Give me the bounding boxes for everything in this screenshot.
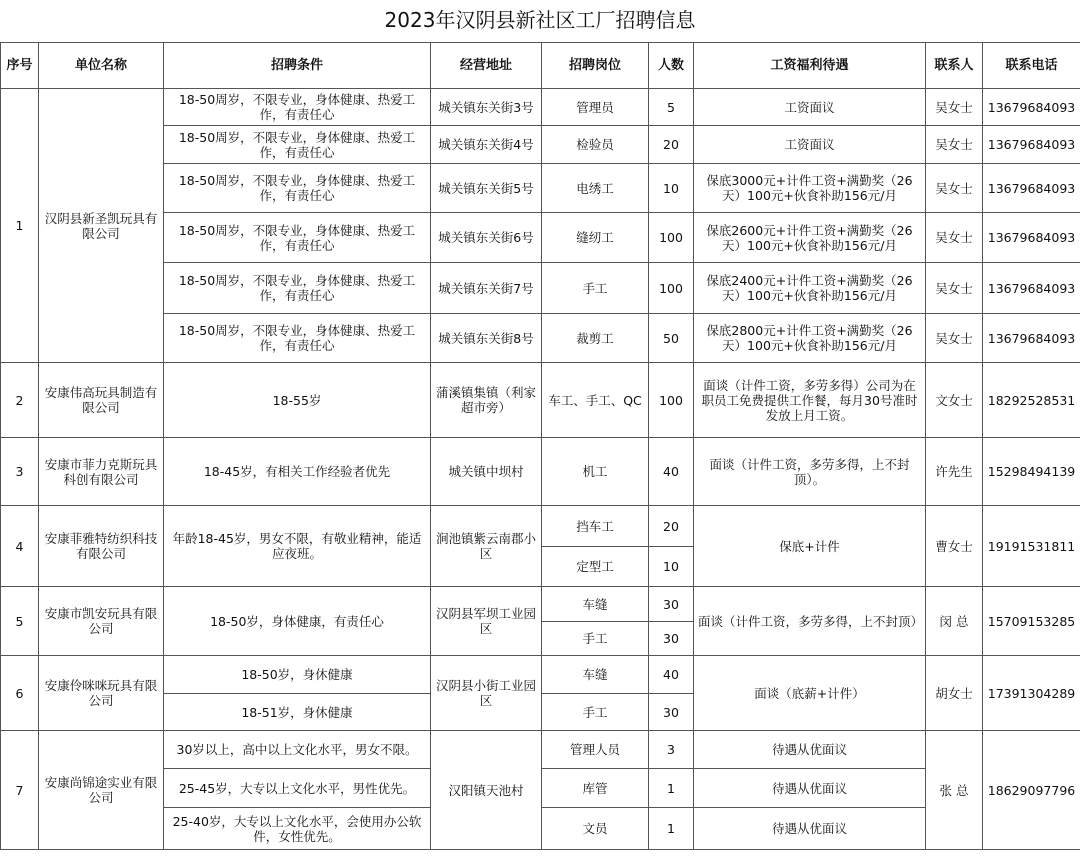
count-cell: 5 bbox=[649, 89, 694, 126]
phone-cell: 15709153285 bbox=[983, 587, 1080, 656]
table-header-row bbox=[1, 43, 1080, 89]
header-company: 单位名称 bbox=[39, 43, 164, 89]
position-cell: 车缝 bbox=[542, 656, 649, 694]
position-cell: 管理员 bbox=[542, 89, 649, 126]
header-salary: 工资福利待遇 bbox=[694, 43, 926, 89]
page-title: 2023年汉阴县新社区工厂招聘信息 bbox=[384, 8, 696, 32]
position-cell: 挡车工 bbox=[542, 506, 649, 547]
salary-cell: 面谈（底薪+计件） bbox=[694, 656, 926, 731]
position-cell: 缝纫工 bbox=[542, 213, 649, 263]
phone-cell: 18629097796 bbox=[983, 731, 1080, 850]
position-cell: 手工 bbox=[542, 694, 649, 731]
salary-cell: 待遇从优面议 bbox=[694, 769, 926, 808]
table-row bbox=[1, 656, 1080, 694]
contact-cell: 张 总 bbox=[926, 731, 983, 850]
salary-cell: 待遇从优面议 bbox=[694, 808, 926, 850]
phone-cell: 15298494139 bbox=[983, 438, 1080, 506]
address-cell: 城关镇东关街3号 bbox=[431, 89, 542, 126]
count-cell: 40 bbox=[649, 438, 694, 506]
address-cell: 汉阴县小街工业园区 bbox=[431, 656, 542, 731]
header-seq: 序号 bbox=[1, 43, 39, 89]
phone-cell: 19191531811 bbox=[983, 506, 1080, 587]
count-cell: 100 bbox=[649, 263, 694, 314]
count-cell: 50 bbox=[649, 314, 694, 363]
requirement-cell: 18-45岁，有相关工作经验者优先 bbox=[164, 438, 431, 506]
position-cell: 手工 bbox=[542, 263, 649, 314]
contact-cell: 闵 总 bbox=[926, 587, 983, 656]
salary-cell: 工资面议 bbox=[694, 126, 926, 164]
company-cell: 安康伶咪咪玩具有限公司 bbox=[39, 656, 164, 731]
salary-cell: 待遇从优面议 bbox=[694, 731, 926, 769]
requirement-cell: 18-50周岁，不限专业，身体健康、热爱工作，有责任心 bbox=[164, 164, 431, 213]
table-row bbox=[1, 587, 1080, 622]
count-cell: 100 bbox=[649, 363, 694, 438]
seq-cell: 4 bbox=[1, 506, 39, 587]
header-position: 招聘岗位 bbox=[542, 43, 649, 89]
phone-cell: 13679684093 bbox=[983, 213, 1080, 263]
position-cell: 裁剪工 bbox=[542, 314, 649, 363]
position-cell: 库管 bbox=[542, 769, 649, 808]
salary-cell: 保底2600元+计件工资+满勤奖（26天）100元+伙食补助156元/月 bbox=[694, 213, 926, 263]
requirement-cell: 18-50周岁，不限专业，身体健康、热爱工作，有责任心 bbox=[164, 314, 431, 363]
company-cell: 安康市菲力克斯玩具科创有限公司 bbox=[39, 438, 164, 506]
count-cell: 30 bbox=[649, 694, 694, 731]
requirement-cell: 年龄18-45岁，男女不限，有敬业精神，能适应夜班。 bbox=[164, 506, 431, 587]
header-contact: 联系人 bbox=[926, 43, 983, 89]
seq-cell: 7 bbox=[1, 731, 39, 850]
position-cell: 车缝 bbox=[542, 587, 649, 622]
address-cell: 城关镇东关街8号 bbox=[431, 314, 542, 363]
position-cell: 电绣工 bbox=[542, 164, 649, 213]
phone-cell: 13679684093 bbox=[983, 164, 1080, 213]
company-cell: 安康菲雅特纺织科技有限公司 bbox=[39, 506, 164, 587]
contact-cell: 吴女士 bbox=[926, 213, 983, 263]
recruitment-table bbox=[0, 42, 1080, 850]
salary-cell: 面谈（计件工资，多劳多得，上不封顶）。 bbox=[694, 438, 926, 506]
salary-cell: 面谈（计件工资，多劳多得，上不封顶） bbox=[694, 587, 926, 656]
address-cell: 城关镇东关街4号 bbox=[431, 126, 542, 164]
table-row bbox=[1, 363, 1080, 438]
position-cell: 车工、手工、QC bbox=[542, 363, 649, 438]
position-cell: 手工 bbox=[542, 622, 649, 656]
contact-cell: 许先生 bbox=[926, 438, 983, 506]
address-cell: 城关镇中坝村 bbox=[431, 438, 542, 506]
requirement-cell: 18-50周岁，不限专业，身体健康、热爱工作，有责任心 bbox=[164, 89, 431, 126]
requirement-cell: 18-55岁 bbox=[164, 363, 431, 438]
count-cell: 20 bbox=[649, 126, 694, 164]
contact-cell: 胡女士 bbox=[926, 656, 983, 731]
address-cell: 蒲溪镇集镇（利家超市旁） bbox=[431, 363, 542, 438]
company-cell: 汉阴县新圣凯玩具有限公司 bbox=[39, 89, 164, 363]
salary-cell: 面谈（计件工资，多劳多得）公司为在职员工免费提供工作餐，每月30号准时发放上月工资。 bbox=[694, 363, 926, 438]
position-cell: 机工 bbox=[542, 438, 649, 506]
address-cell: 城关镇东关街6号 bbox=[431, 213, 542, 263]
position-cell: 管理人员 bbox=[542, 731, 649, 769]
address-cell: 涧池镇紫云南郡小区 bbox=[431, 506, 542, 587]
requirement-cell: 18-50周岁，不限专业，身体健康、热爱工作，有责任心 bbox=[164, 263, 431, 314]
seq-cell: 1 bbox=[1, 89, 39, 363]
requirement-cell: 25-40岁，大专以上文化水平，会使用办公软件，女性优先。 bbox=[164, 808, 431, 850]
contact-cell: 吴女士 bbox=[926, 314, 983, 363]
header-phone: 联系电话 bbox=[983, 43, 1080, 89]
requirement-cell: 18-51岁，身休健康 bbox=[164, 694, 431, 731]
phone-cell: 13679684093 bbox=[983, 314, 1080, 363]
salary-cell: 保底3000元+计件工资+满勤奖（26天）100元+伙食补助156元/月 bbox=[694, 164, 926, 213]
salary-cell: 保底2800元+计件工资+满勤奖（26天）100元+伙食补助156元/月 bbox=[694, 314, 926, 363]
contact-cell: 吴女士 bbox=[926, 164, 983, 213]
requirement-cell: 18-50岁，身休健康 bbox=[164, 656, 431, 694]
position-cell: 文员 bbox=[542, 808, 649, 850]
contact-cell: 吴女士 bbox=[926, 263, 983, 314]
header-address: 经营地址 bbox=[431, 43, 542, 89]
company-cell: 安康尚锦途实业有限公司 bbox=[39, 731, 164, 850]
salary-cell: 保底2400元+计件工资+满勤奖（26天）100元+伙食补助156元/月 bbox=[694, 263, 926, 314]
address-cell: 汉阳镇天池村 bbox=[431, 731, 542, 850]
seq-cell: 3 bbox=[1, 438, 39, 506]
seq-cell: 6 bbox=[1, 656, 39, 731]
salary-cell: 保底+计件 bbox=[694, 506, 926, 587]
requirement-cell: 18-50岁，身体健康，有责任心 bbox=[164, 587, 431, 656]
address-cell: 汉阴县军坝工业园区 bbox=[431, 587, 542, 656]
seq-cell: 5 bbox=[1, 587, 39, 656]
contact-cell: 文女士 bbox=[926, 363, 983, 438]
company-cell: 安康市凯安玩具有限公司 bbox=[39, 587, 164, 656]
table-row bbox=[1, 506, 1080, 547]
requirement-cell: 25-45岁，大专以上文化水平，男性优先。 bbox=[164, 769, 431, 808]
count-cell: 10 bbox=[649, 164, 694, 213]
position-cell: 检验员 bbox=[542, 126, 649, 164]
requirement-cell: 30岁以上，高中以上文化水平，男女不限。 bbox=[164, 731, 431, 769]
requirement-cell: 18-50周岁，不限专业，身体健康、热爱工作，有责任心 bbox=[164, 213, 431, 263]
phone-cell: 13679684093 bbox=[983, 89, 1080, 126]
count-cell: 20 bbox=[649, 506, 694, 547]
address-cell: 城关镇东关街5号 bbox=[431, 164, 542, 213]
count-cell: 30 bbox=[649, 622, 694, 656]
company-cell: 安康伟高玩具制造有限公司 bbox=[39, 363, 164, 438]
requirement-cell: 18-50周岁，不限专业，身体健康、热爱工作，有责任心 bbox=[164, 126, 431, 164]
header-count: 人数 bbox=[649, 43, 694, 89]
count-cell: 10 bbox=[649, 547, 694, 587]
count-cell: 40 bbox=[649, 656, 694, 694]
contact-cell: 吴女士 bbox=[926, 126, 983, 164]
phone-cell: 13679684093 bbox=[983, 126, 1080, 164]
count-cell: 100 bbox=[649, 213, 694, 263]
count-cell: 1 bbox=[649, 769, 694, 808]
count-cell: 3 bbox=[649, 731, 694, 769]
seq-cell: 2 bbox=[1, 363, 39, 438]
table-row bbox=[1, 438, 1080, 506]
phone-cell: 17391304289 bbox=[983, 656, 1080, 731]
address-cell: 城关镇东关街7号 bbox=[431, 263, 542, 314]
phone-cell: 13679684093 bbox=[983, 263, 1080, 314]
contact-cell: 曹女士 bbox=[926, 506, 983, 587]
count-cell: 30 bbox=[649, 587, 694, 622]
salary-cell: 工资面议 bbox=[694, 89, 926, 126]
header-requirement: 招聘条件 bbox=[164, 43, 431, 89]
table-row bbox=[1, 89, 1080, 126]
phone-cell: 18292528531 bbox=[983, 363, 1080, 438]
table-row bbox=[1, 731, 1080, 769]
contact-cell: 吴女士 bbox=[926, 89, 983, 126]
count-cell: 1 bbox=[649, 808, 694, 850]
position-cell: 定型工 bbox=[542, 547, 649, 587]
